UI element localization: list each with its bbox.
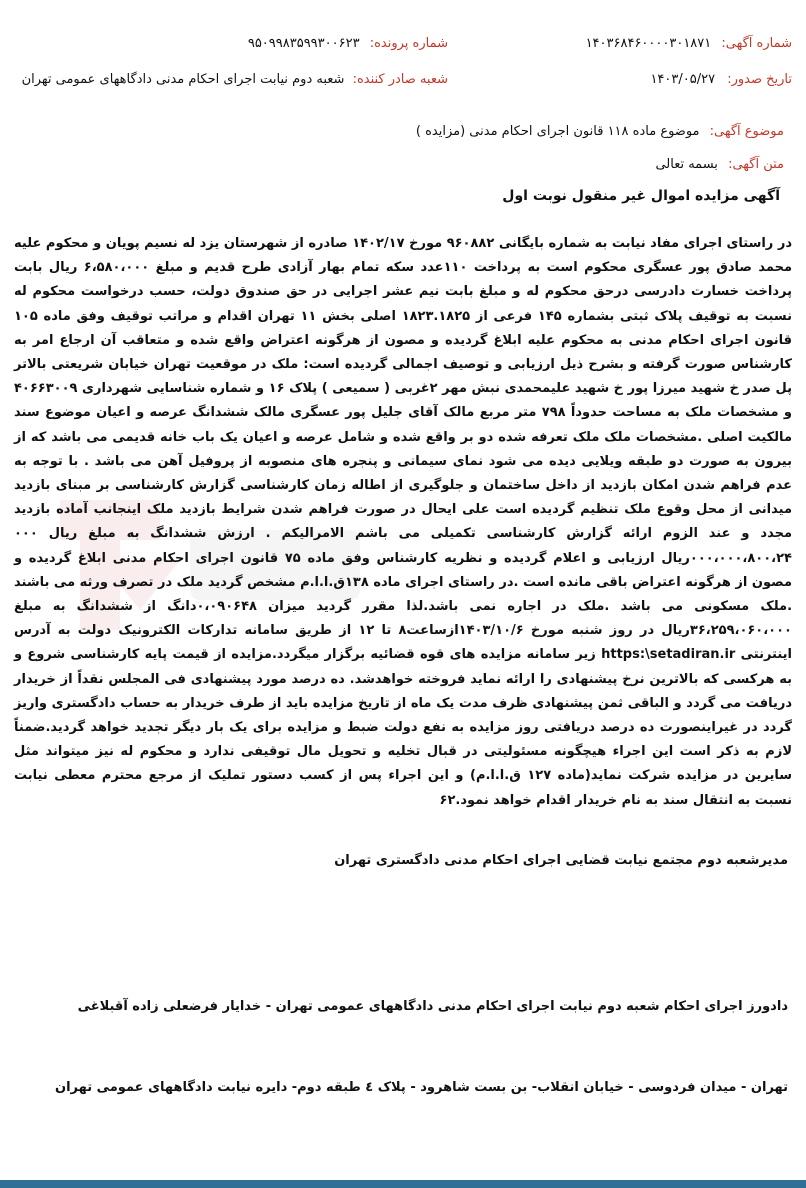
text-section-row <box>655 157 784 172</box>
issue-date: ۱۴۰۳/۰۵/۲۷ <box>650 72 716 87</box>
signoff: مدیرشعبه دوم مجتمع نیابت قضایی اجرای احکام مدنی دادگستری تهران <box>334 853 788 868</box>
issuer: شعبه دوم نیابت اجرای احکام مدنی دادگاههای عمومی تهران <box>21 72 345 87</box>
case-number-row <box>248 36 448 51</box>
bottom-bar <box>0 1180 806 1188</box>
notice-title: آگهی مزایده اموال غیر منقول نوبت اول <box>502 188 780 204</box>
subject-row <box>416 124 784 139</box>
issue-date-label: تاریخ صدور: <box>727 72 792 87</box>
footer-officer: دادورز اجرای احکام شعبه دوم نیابت اجرای احکام مدنی دادگاههای عمومی تهران - خدایار فرضعلی زاده آقبلاغی <box>77 999 788 1014</box>
case-number: ۹۵۰۹۹۸۳۵۹۹۳۰۰۶۲۳ <box>247 36 360 51</box>
notice-body <box>14 232 792 813</box>
footer-address: تهران - میدان فردوسی - خیابان انقلاب- بن بست شاهرود - پلاک ٤ طبقه دوم- دایره نیابت دادگاههای عمومی تهران <box>54 1080 788 1095</box>
issuer-row <box>22 72 448 87</box>
subject-value: موضوع ماده ۱۱۸ قانون اجرای احکام مدنی (مزایده ) <box>415 124 700 139</box>
ad-number-row <box>586 36 792 51</box>
ad-number: ۱۴۰۳۶۸۴۶۰۰۰۰۳۰۱۸۷۱ <box>585 36 712 51</box>
subject-label: موضوع آگهی: <box>709 124 784 139</box>
ad-number-label: شماره آگهی: <box>721 36 792 51</box>
issue-date-row <box>650 72 792 87</box>
issuer-label: شعبه صادر کننده: <box>352 72 448 87</box>
notice-body-text: در راستای اجرای مفاد نیابت به شماره بایگانی ۹۶۰۸۸۲ مورخ ۱۴۰۲/۱۷ صادره از شهرستان یزد له نسیم پویان و محکوم علیه محمد صادق پور عسگری محکوم است به پرداخت ۱۱۰عدد سکه تمام بهار آزادی طرح قدیم و مبلغ ۶،۵۸۰،۰۰۰ ریال بابت پرداخت خسارت دادرسی درحق محکوم له و مبلغ بابت نیم عشر اجرایی در حق صندوق دولت، حسب درخواست محکوم له نسبت به توقیف پلاک ثبتی بشماره ۱۴۵ فرعی از ۱۸۲۳.۱۸۲۵ اصلی بخش ۱۱ تهران اقدام و مراتب توقیف وفق ماده ۱۰۵ قانون اجرای احکام مدنی به محکوم علیه ابلاغ گردیده و مصون از هرگونه اعتراض واقع شده و متعاقب آن ارجاع امر به کارشناس صورت گرفته و بشرح ذیل ارزیابی و توصیف اجمالی گردیده است: ملک در موقعیت تهران خیابان شریعتی بالاتر پل صدر خ شهید میرزا پور خ شهید علیمحمدی نبش مهر ۲غربی ( سمیعی ) پلاک ۱۶ و شماره شناسایی شهرداری ۴۰۶۶۳۰۰۹ و مشخصات ملک به مساحت حدوداً ۷۹۸ متر مربع مالک آقای جلیل پور عسگری مالک ششدانگ عرصه و اعیان موضوع سند مالکیت اصلی .مشخصات ملک ملک تعرفه شده دو بر واقع شده و شامل عرصه و اعیان یک باب خانه قدیمی می باشد که از بیرون به صورت دو طبقه ویلایی دیده می شود نمای سیمانی و پنجره های منصوبه از پروفیل آهن می باشد . با توجه به عدم فراهم شدن امکان بازدید از داخل ساختمان و جلوگیری از اطاله زمان کارشناسی گزارش کارشناسی بر مبنای بازدید میدانی از محل وقوع ملک تنظیم گردیده است علی ایحال در صورت فراهم شدن شرایط بازدید ملک اینجانب آماده بازدید مجدد و عند الزوم ارائه گزارش کارشناسی تکمیلی می باشم الامرالیکم . ارزش ششدانگ به مبلغ ریال ۰۰۰ ۰۰۰،۰۰۰،۸۰۰،۲۴ریال ارزیابی و اعلام گردیده و نظریه کارشناس وفق ماده ۷۵ قانون اجرای احکام مدنی ابلاغ گردیده و مصون از هرگونه اعتراض باقی مانده است .در راستای اجرای ماده ۱۳۸ق.ا.ا.م مشخص گردید ملک در تصرف ورثه می باشند .ملک مسکونی می باشد .ملک در اجاره نمی باشد.لذا مقرر گردید میزان ۰،۰۹۰۶۴۸دانگ از ششدانگ به مبلغ ۳۶،۲۵۹،۰۶۰،۰۰۰ریال در روز شنبه مورخ ۱۴۰۳/۱۰/۶ازساعت۸ تا ۱۲ از طریق سامانه تدارکات الکترونیک دولت به آدرس اینترنتی https:\setadiran.ir زیر سامانه مزایده های قوه قضائیه برگزار میگردد.مزایده از قیمت پایه کارشناسی شروع و به هرکسی که بالاترین نرخ پیشنهادی را ارائه نماید فروخته خواهدشد. ده درصد مورد پیشنهادی فی المجلس نقداً از خریدار دریافت می گردد و الباقی ثمن پیشنهادی ظرف مدت یک ماه از تاریخ مزایده باید از طرف خریدار به حساب دادگستری واریز گردد در غیراینصورت ده درصد دریافتی روز مزایده به نفع دولت ضبط و مزایده برای یک بار دیگر تجدید خواهد گردید.ضمناً لازم به ذکر است این اجراء هیچگونه مسئولیتی در قبال تخلیه و تحویل مال توقیفی ندارد و محکوم له نیز میتواند مثل سایرین در مزایده شرکت نماید(ماده ۱۲۷ ق.ا.ا.م) و این اجراء پس از کسب دستور تملیک از مرجع محترم معطی نیابت نسبت به انتقال سند به نام خریدار اقدام خواهد نمود.۶۲ <box>14 236 793 808</box>
text-section-label: متن آگهی: <box>728 157 784 172</box>
text-section-value: بسمه تعالی <box>655 157 718 172</box>
case-number-label: شماره پرونده: <box>369 36 448 51</box>
